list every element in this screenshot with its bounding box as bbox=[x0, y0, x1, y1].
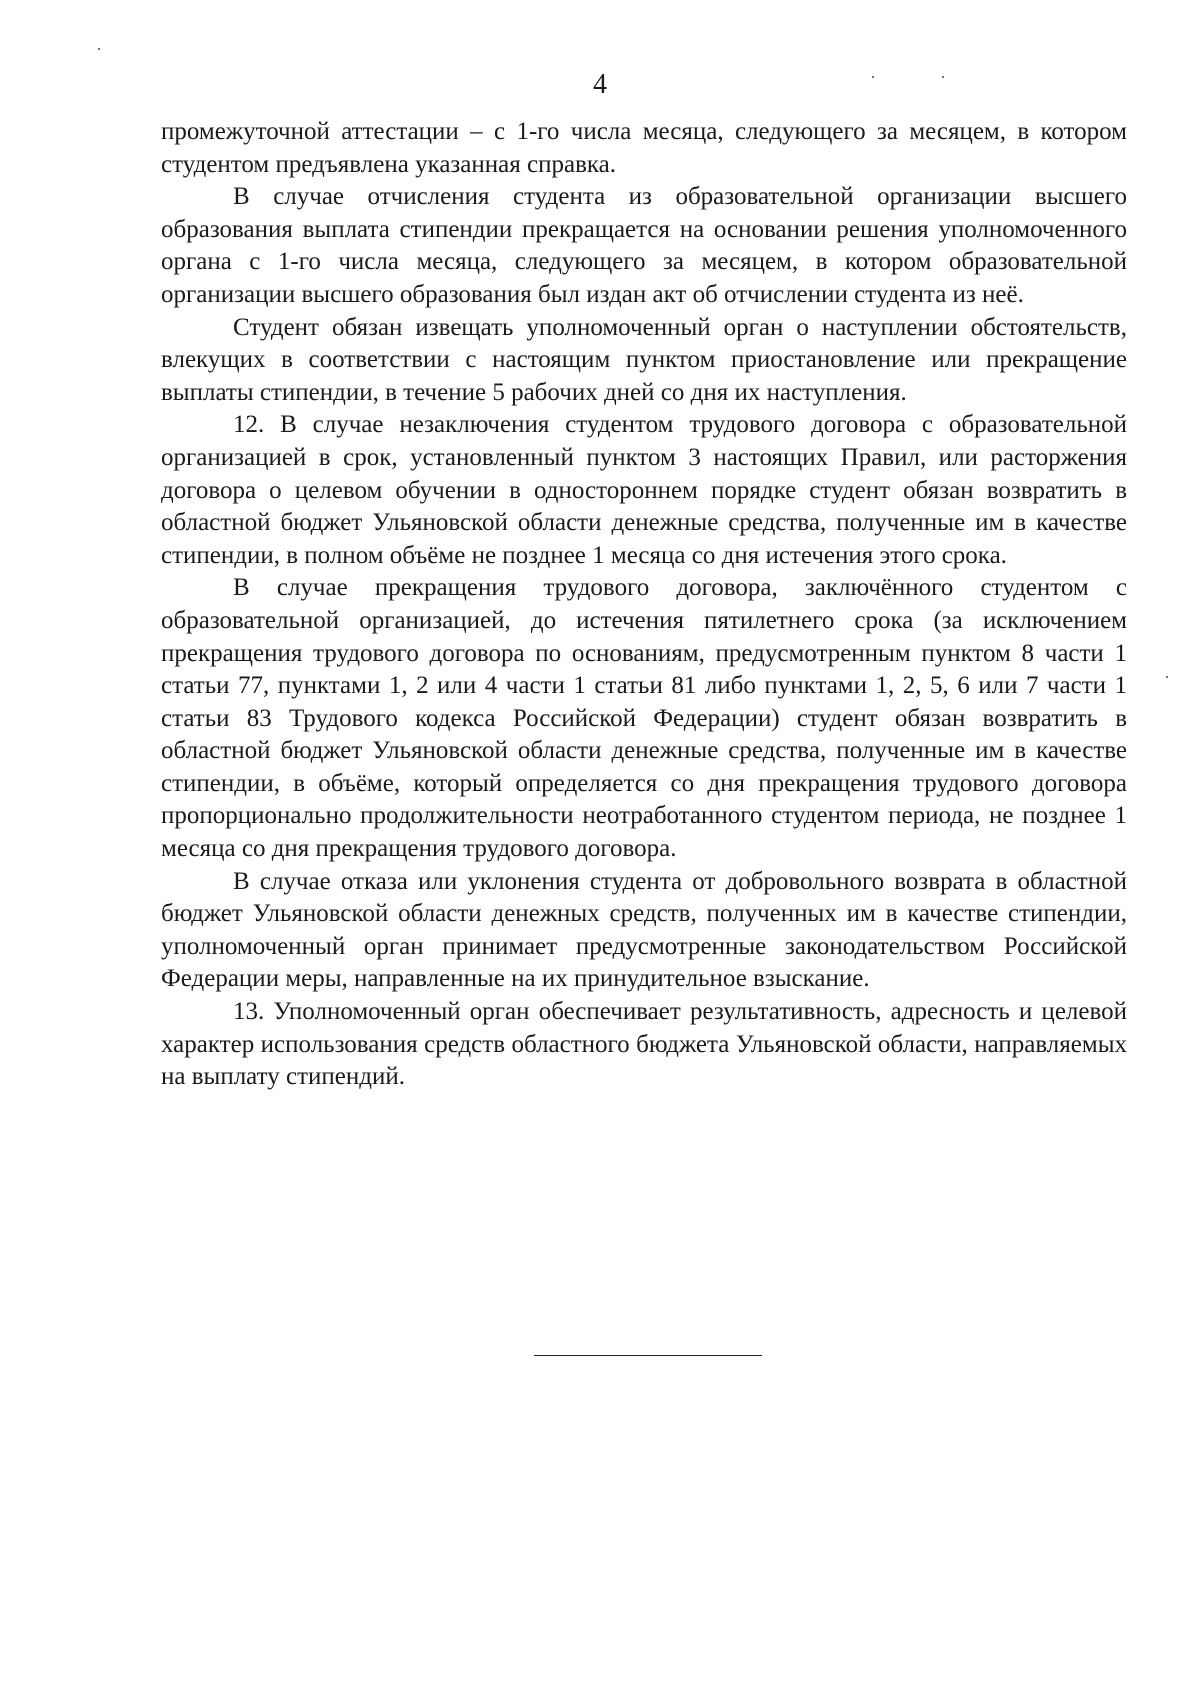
end-of-document-rule bbox=[534, 1355, 762, 1356]
paragraph-contract-termination: В случае прекращения трудового договора, заключённого студентом с образовательной организацией, до истечения пятилетнего срока (за исключением прекращения трудового договора по основаниям, предусмотренным пунктом 8 части 1 статьи 77, пунктами 1, 2 или 4 части 1 статьи 81 либо пунктами 1, 2, 5, 6 или 7 части 1 статьи 83 Трудового кодекса Российской Федерации) студент обязан возвратить в областной бюджет Ульяновской области денежные средства, полученные им в качестве стипендии, в объёме, который определяется со дня прекращения трудового договора пропорционально продолжительности неотработанного студентом периода, не позднее 1 месяца со дня прекращения трудового договора. bbox=[161, 574, 1127, 863]
paragraph-clause-12: 12. В случае незаключения студентом трудового договора с образовательной организацией в срок, установленный пунктом 3 настоящих Правил, или расторжения договора о целевом обучении в одностороннем порядке студент обязан возвратить в областной бюджет Ульяновской области денежные средства, полученные им в качестве стипендии, в полном объёме не позднее 1 месяца со дня истечения этого срока. bbox=[161, 411, 1127, 569]
paragraph-refusal-to-return: В случае отказа или уклонения студента от добровольного возврата в областной бюджет Ульяновской области денежных средств, полученных им в качестве стипендии, уполномоченный орган принимает предусмотренные законодательством Российской Федерации меры, направленные на их принудительное взыскание. bbox=[161, 867, 1127, 993]
scan-speck bbox=[872, 76, 874, 78]
scan-speck bbox=[942, 76, 944, 78]
paragraph-continuation: промежуточной аттестации – с 1-го числа месяца, следующего за месяцем, в котором студентом предъявлена указанная справка. bbox=[161, 118, 1127, 178]
scan-speck bbox=[1166, 676, 1168, 678]
document-body bbox=[161, 116, 1127, 1094]
scan-speck bbox=[98, 48, 100, 50]
paragraph-student-notification: Студент обязан извещать уполномоченный орган о наступлении обстоятельств, влекущих в соответствии с настоящим пунктом приостановление или прекращение выплаты стипендии, в течение 5 рабочих дней со дня их наступления. bbox=[161, 313, 1127, 406]
paragraph-clause-13: 13. Уполномоченный орган обеспечивает результативность, адресность и целевой характер использования средств областного бюджета Ульяновской области, направляемых на выплату стипендий. bbox=[161, 998, 1127, 1091]
page-number: 4 bbox=[593, 69, 607, 100]
paragraph-expulsion: В случае отчисления студента из образовательной организации высшего образования выплата стипендии прекращается на основании решения уполномоченного органа с 1-го числа месяца, следующего за месяцем, в котором образовательной организации высшего образования был издан акт об отчислении студента из неё. bbox=[161, 183, 1127, 308]
